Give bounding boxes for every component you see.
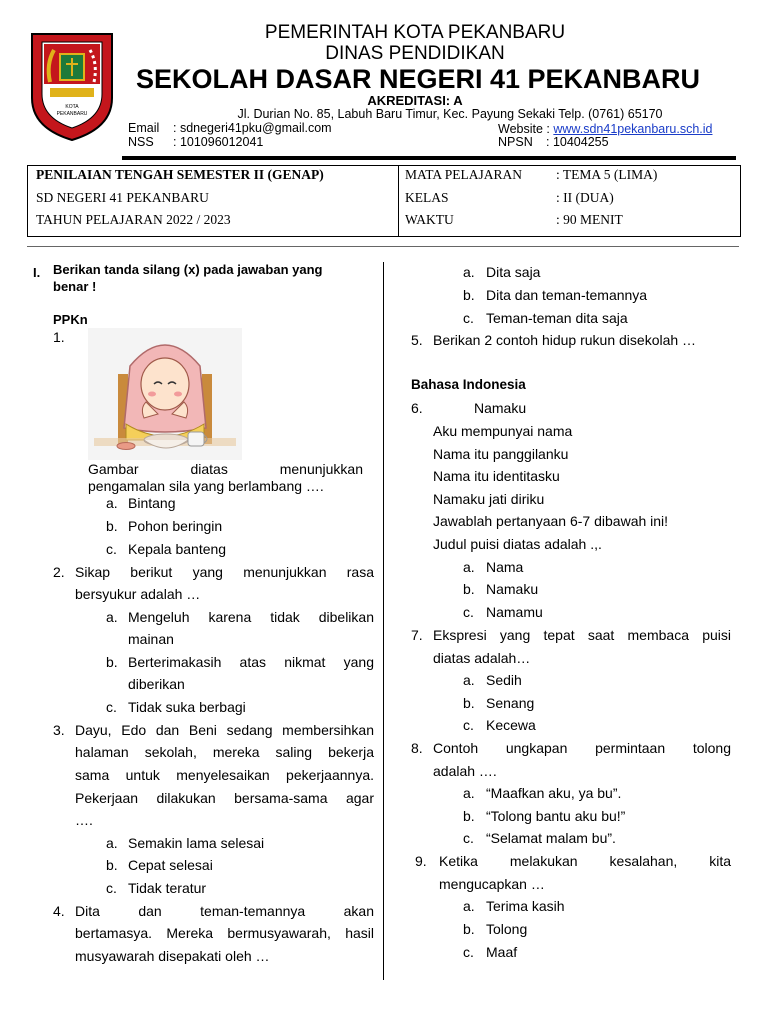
q9-number: 9.	[415, 853, 427, 869]
q6-option-letter-a: a.	[463, 559, 475, 575]
school-line: SD NEGERI 41 PEKANBARU	[36, 190, 209, 205]
q7-option-a[interactable]: Sedih	[486, 672, 522, 688]
q2-number: 2.	[53, 564, 65, 580]
q8-line-1: Contoh ungkapan permintaan tolong	[433, 740, 731, 756]
q4-option-c[interactable]: Teman-teman dita saja	[486, 310, 628, 326]
instruction-line-2: benar !	[53, 279, 97, 294]
q3-line-5: ….	[75, 812, 93, 828]
q5-text: Berikan 2 contoh hidup rukun disekolah …	[433, 332, 697, 348]
q9-option-letter-a: a.	[463, 898, 475, 914]
q3-line-3: sama untuk menyelesaikan pekerjaannya.	[75, 767, 374, 783]
q1-option-a[interactable]: Bintang	[128, 495, 176, 511]
q2-option-c[interactable]: Tidak suka berbagi	[128, 699, 246, 715]
city-crest-logo	[28, 28, 116, 144]
website-label: Website :	[498, 122, 554, 136]
q6-7-instruction: Jawablah pertanyaan 6-7 dibawah ini!	[433, 513, 669, 529]
q4-option-b[interactable]: Dita dan teman-temannya	[486, 287, 648, 303]
q2-option-letter-a: a.	[106, 609, 118, 625]
q8-line-2: adalah ….	[433, 763, 497, 779]
email-value[interactable]: : sdnegeri41pku@gmail.com	[173, 121, 332, 135]
section-number: I.	[33, 265, 41, 280]
q5-number: 5.	[411, 332, 423, 348]
q3-option-c[interactable]: Tidak teratur	[128, 880, 207, 896]
q8-option-a[interactable]: “Maafkan aku, ya bu”.	[486, 785, 622, 801]
poem-line-4: Namaku jati diriku	[433, 491, 545, 507]
nss-value: : 101096012041	[173, 135, 264, 149]
q3-option-a[interactable]: Semakin lama selesai	[128, 835, 265, 851]
department-name: DINAS PENDIDIKAN	[325, 43, 505, 64]
q4-option-letter-a: a.	[463, 264, 475, 280]
q3-option-letter-c: c.	[106, 880, 117, 896]
gov-name: PEMERINTAH KOTA PEKANBARU	[264, 22, 566, 43]
q7-line-2: diatas adalah…	[433, 650, 531, 666]
q7-option-letter-c: c.	[463, 717, 474, 733]
q1-line-1: Gambar diatas menunjukkan	[88, 461, 363, 477]
q9-option-c[interactable]: Maaf	[486, 944, 518, 960]
q2-option-a-line-2[interactable]: mainan	[128, 631, 174, 647]
time-value: : 90 MENIT	[556, 212, 623, 227]
q4-line-1: Dita dan teman-temannya akan	[75, 903, 374, 919]
q2-option-letter-c: c.	[106, 699, 117, 715]
nss-label: NSS	[128, 135, 154, 149]
exam-info-table	[27, 165, 741, 237]
class-value: : II (DUA)	[556, 190, 614, 205]
npsn-value: : 10404255	[546, 135, 609, 149]
q8-option-b[interactable]: “Tolong bantu aku bu!”	[486, 808, 626, 824]
q7-option-letter-b: b.	[463, 695, 475, 711]
q9-line-2: mengucapkan …	[439, 876, 545, 892]
q2-option-letter-b: b.	[106, 654, 118, 670]
q2-line-2: bersyukur adalah …	[75, 586, 201, 602]
q3-option-b[interactable]: Cepat selesai	[128, 857, 213, 873]
website-link[interactable]: www.sdn41pekanbaru.sch.id	[553, 122, 713, 136]
q1-option-letter-b: b.	[106, 518, 118, 534]
website-line	[498, 122, 712, 136]
q8-option-letter-c: c.	[463, 830, 474, 846]
q4-line-3: musyawarah disepakati oleh …	[75, 948, 270, 964]
q3-option-letter-b: b.	[106, 857, 118, 873]
school-name: SEKOLAH DASAR NEGERI 41 PEKANBARU	[135, 64, 701, 94]
q3-option-letter-a: a.	[106, 835, 118, 851]
q4-option-a[interactable]: Dita saja	[486, 264, 541, 280]
q9-line-1: Ketika melakukan kesalahan, kita	[439, 853, 731, 869]
q6-option-letter-c: c.	[463, 604, 474, 620]
q3-line-2: halaman sekolah, mereka saling bekerja	[75, 744, 374, 760]
year-line: TAHUN PELAJARAN 2022 / 2023	[36, 212, 231, 227]
exam-title: PENILAIAN TENGAH SEMESTER II (GENAP)	[36, 167, 324, 182]
q9-option-a[interactable]: Terima kasih	[486, 898, 565, 914]
section-divider	[27, 246, 739, 247]
poem-line-2: Nama itu panggilanku	[433, 446, 569, 462]
q9-option-letter-b: b.	[463, 921, 475, 937]
q1-option-c[interactable]: Kepala banteng	[128, 541, 227, 557]
q6-option-letter-b: b.	[463, 581, 475, 597]
svg-text:KOTA: KOTA	[65, 104, 79, 110]
q4-line-2: bertamasya. Mereka bermusyawarah, hasil	[75, 925, 374, 941]
q3-line-1: Dayu, Edo dan Beni sedang membersihkan	[75, 722, 374, 738]
poem-title: Namaku	[474, 400, 527, 416]
q7-option-c[interactable]: Kecewa	[486, 717, 536, 733]
q4-option-letter-c: c.	[463, 310, 474, 326]
class-label: KELAS	[405, 190, 449, 205]
q3-line-4: Pekerjaan dilakukan bersama-sama agar	[75, 790, 374, 806]
poem-line-3: Nama itu identitasku	[433, 468, 560, 484]
q9-option-b[interactable]: Tolong	[486, 921, 528, 937]
subject-value: : TEMA 5 (LIMA)	[556, 167, 658, 182]
q7-line-1: Ekspresi yang tepat saat membaca puisi	[433, 627, 731, 643]
q1-option-b[interactable]: Pohon beringin	[128, 518, 223, 534]
q2-option-b-line-1[interactable]: Berterimakasih atas nikmat yang	[128, 654, 374, 670]
q4-number: 4.	[53, 903, 65, 919]
email-label: Email	[128, 121, 160, 135]
praying-girl-illustration	[88, 328, 242, 460]
q6-option-b[interactable]: Namaku	[486, 581, 539, 597]
q6-question: Judul puisi diatas adalah .,.	[433, 536, 602, 552]
q8-number: 8.	[411, 740, 423, 756]
q7-option-letter-a: a.	[463, 672, 475, 688]
q6-number: 6.	[411, 400, 423, 416]
subject-bahasa-indonesia: Bahasa Indonesia	[411, 377, 526, 392]
svg-text:PEKANBARU: PEKANBARU	[56, 111, 88, 117]
q7-option-b[interactable]: Senang	[486, 695, 535, 711]
header-divider	[122, 156, 736, 160]
time-label: WAKTU	[405, 212, 454, 227]
q3-number: 3.	[53, 722, 65, 738]
q8-option-letter-a: a.	[463, 785, 475, 801]
instruction-line-1: Berikan tanda silang (x) pada jawaban yang	[53, 262, 323, 277]
q1-option-letter-c: c.	[106, 541, 117, 557]
q7-number: 7.	[411, 627, 423, 643]
q6-option-a[interactable]: Nama	[486, 559, 524, 575]
subject-label: MATA PELAJARAN	[405, 167, 523, 182]
poem-line-1: Aku mempunyai nama	[433, 423, 573, 439]
q8-option-c[interactable]: “Selamat malam bu”.	[486, 830, 616, 846]
q2-line-1: Sikap berikut yang menunjukkan rasa	[75, 564, 374, 580]
school-address: Jl. Durian No. 85, Labuh Baru Timur, Kec. Payung Sekaki Telp. (0761) 65170	[237, 107, 663, 121]
q8-option-letter-b: b.	[463, 808, 475, 824]
q9-option-letter-c: c.	[463, 944, 474, 960]
npsn-label: NPSN	[498, 135, 533, 149]
q2-option-b-line-2[interactable]: diberikan	[128, 676, 185, 692]
q1-line-2: pengamalan sila yang berlambang ….	[88, 478, 324, 494]
subject-ppkn: PPKn	[53, 312, 88, 327]
q1-number: 1.	[53, 329, 65, 345]
q4-option-letter-b: b.	[463, 287, 475, 303]
q1-option-letter-a: a.	[106, 495, 118, 511]
column-divider	[383, 262, 384, 980]
q6-option-c[interactable]: Namamu	[486, 604, 543, 620]
accreditation: AKREDITASI: A	[367, 93, 463, 108]
q2-option-a-line-1[interactable]: Mengeluh karena tidak dibelikan	[128, 609, 374, 625]
table-divider	[398, 166, 399, 236]
